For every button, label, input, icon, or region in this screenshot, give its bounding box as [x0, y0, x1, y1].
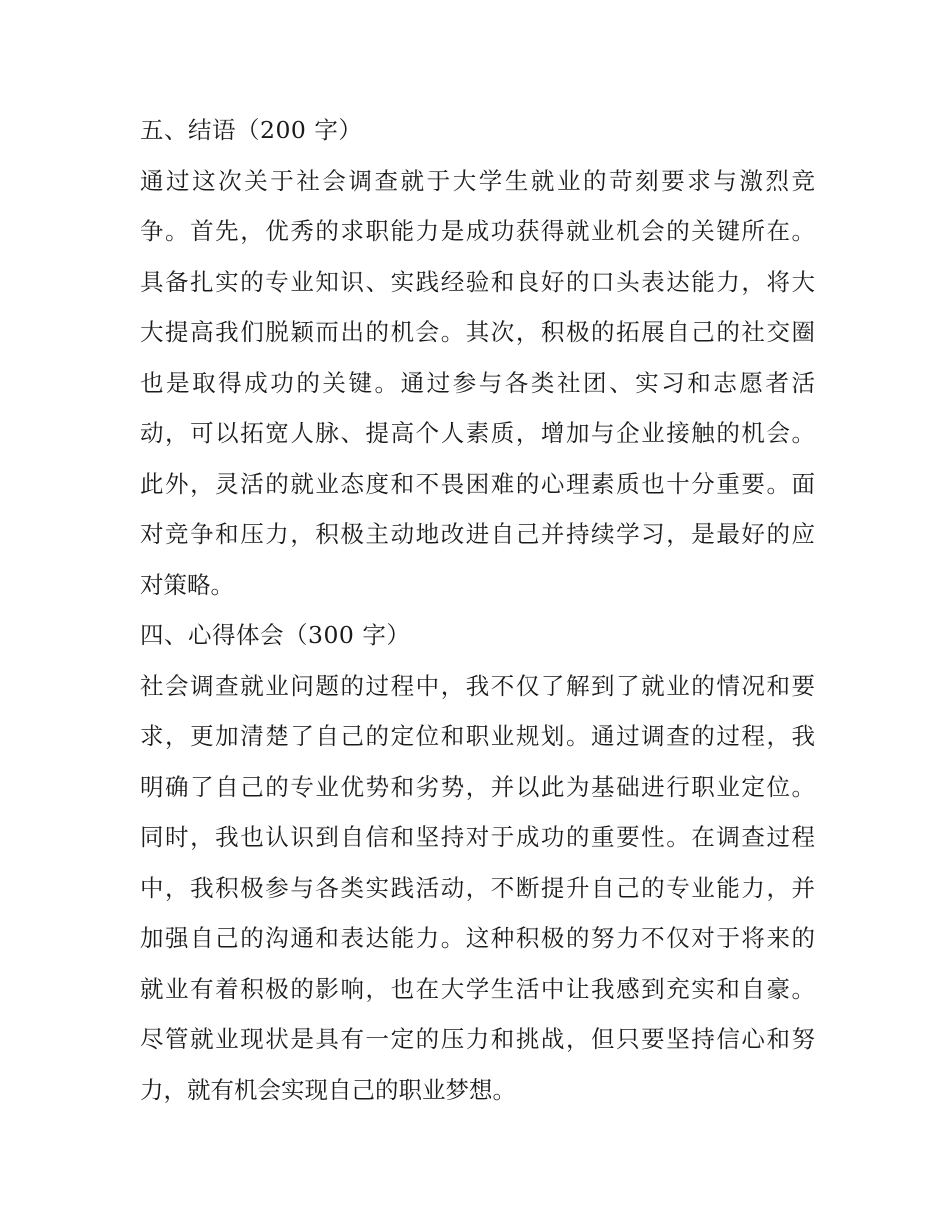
paragraph [140, 661, 815, 1116]
paragraph-line: 力，就有机会实现自己的职业梦想。 [140, 1075, 516, 1104]
section-conclusion [140, 105, 815, 610]
paragraph-line: 大提高我们脱颖而出的机会。其次，积极的拓展自己的社交圈 [140, 318, 815, 346]
paragraph-line: 就业有着积极的影响，也在大学生活中让我感到充实和自豪。 [140, 974, 815, 1003]
paragraph-line: 求，更加清楚了自己的定位和职业规划。通过调查的过程，我 [140, 722, 815, 750]
paragraph-line: 也是取得成功的关键。通过参与各类社团、实习和志愿者活 [140, 368, 815, 397]
paragraph-line: 此外，灵活的就业态度和不畏困难的心理素质也十分重要。面 [140, 469, 815, 498]
paragraph-line: 中，我积极参与各类实践活动，不断提升自己的专业能力，并 [140, 873, 815, 902]
paragraph-line: 加强自己的沟通和表达能力。这种积极的努力不仅对于将来的 [140, 924, 815, 952]
section-heading: 五、结语（200 字） [140, 116, 363, 144]
section-heading: 四、心得体会（300 字） [140, 621, 411, 649]
paragraph-line: 通过这次关于社会调查就于大学生就业的苛刻要求与激烈竞 [140, 166, 815, 195]
paragraph [140, 156, 815, 611]
paragraph-line: 尽管就业现状是具有一定的压力和挑战，但只要坚持信心和努 [140, 1025, 815, 1053]
paragraph-line: 动，可以拓宽人脉、提高个人素质，增加与企业接触的机会。 [140, 419, 815, 447]
paragraph-line: 明确了自己的专业优势和劣势，并以此为基础进行职业定位。 [140, 772, 815, 801]
document-body [140, 105, 815, 1115]
paragraph-line: 对竞争和压力，积极主动地改进自己并持续学习，是最好的应 [140, 520, 815, 548]
paragraph-line: 具备扎实的专业知识、实践经验和良好的口头表达能力，将大 [140, 267, 815, 296]
section-reflection [140, 610, 815, 1115]
paragraph-line: 对策略。 [140, 570, 234, 599]
paragraph-line: 社会调查就业问题的过程中，我不仅了解到了就业的情况和要 [140, 671, 815, 700]
paragraph-line: 争。首先，优秀的求职能力是成功获得就业机会的关键所在。 [140, 217, 815, 245]
paragraph-line: 同时，我也认识到自信和坚持对于成功的重要性。在调查过程 [140, 823, 815, 851]
